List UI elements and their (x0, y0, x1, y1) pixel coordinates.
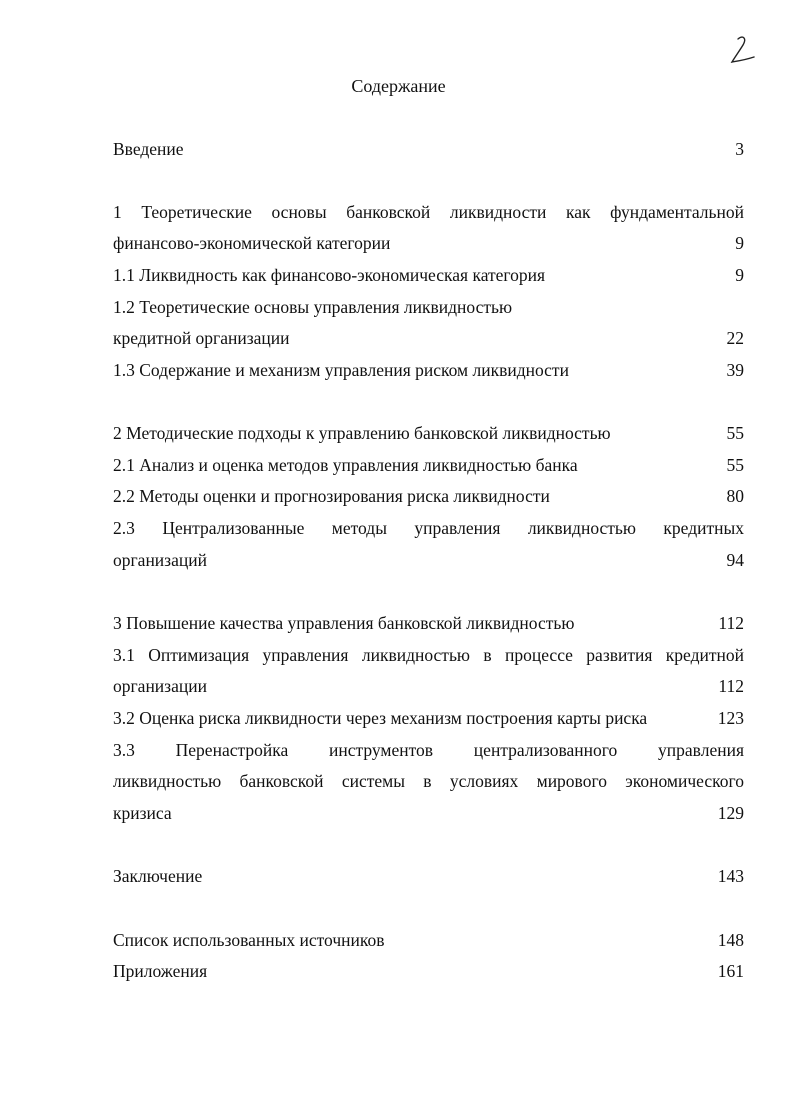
toc-entry-text: Заключение (113, 866, 203, 886)
toc-entry-page: 143 (717, 866, 744, 886)
toc-entry-page: 161 (717, 961, 744, 981)
toc-entry-page: 55 (726, 455, 744, 475)
toc-entry-intro (113, 137, 744, 161)
toc-entry-section-2-2 (113, 484, 744, 508)
toc-entry-page: 112 (718, 613, 744, 633)
toc-entry-text: 2.1 Анализ и оценка методов управления ликвидностью банка (113, 455, 578, 475)
toc-entry-page: 80 (726, 486, 744, 506)
toc-entry-text: 3.2 Оценка риска ликвидности через механизм построения карты риска (113, 708, 648, 728)
toc-entry-text: кризиса (113, 803, 172, 823)
toc-entry-chapter-2 (113, 421, 744, 445)
toc-entry-page: 129 (717, 803, 744, 823)
toc-title: Содержание (351, 76, 446, 96)
toc-entry-section-1-2-line-1: 1.2 Теоретические основы управления ликвидностью (113, 297, 513, 317)
toc-entry-chapter-1-line-1: 1 Теоретические основы банковской ликвидности как фундаментальной (113, 202, 744, 222)
toc-entry-text: 2 Методические подходы к управлению банковской ликвидностью (113, 423, 611, 443)
toc-entry-page: 123 (717, 708, 744, 728)
toc-entry-text: финансово-экономической категории (113, 233, 391, 253)
toc-entry-section-1-3 (113, 358, 744, 382)
toc-entry-section-3-1-line-1: 3.1 Оптимизация управления ликвидностью в процессе развития кредитной (113, 645, 744, 665)
toc-entry-text: организаций (113, 550, 207, 570)
handwritten-page-mark (729, 35, 757, 67)
toc-entry-text: Введение (113, 139, 184, 159)
toc-entry-section-3-3-line-1: 3.3 Перенастройка инструментов централизованного управления (113, 740, 744, 760)
toc-entry-chapter-1 (113, 231, 744, 255)
toc-entry-text: Список использованных источников (113, 930, 385, 950)
toc-entry-section-1-2 (113, 326, 744, 350)
toc-entry-chapter-3 (113, 611, 744, 635)
toc-entry-text: 2.2 Методы оценки и прогнозирования риска ликвидности (113, 486, 550, 506)
toc-entry-page: 94 (726, 550, 744, 570)
toc-entry-page: 55 (726, 423, 744, 443)
toc-entry-section-3-1 (113, 674, 744, 698)
toc-entry-text: кредитной организации (113, 328, 290, 348)
toc-entry-text: 1.1 Ликвидность как финансово-экономическая категория (113, 265, 546, 285)
toc-entry-section-2-3-line-1: 2.3 Централизованные методы управления ликвидностью кредитных (113, 518, 744, 538)
toc-entry-text: Приложения (113, 961, 208, 981)
toc-entry-section-3-2 (113, 706, 744, 730)
toc-entry-section-3-3 (113, 801, 744, 825)
toc-entry-page: 39 (726, 360, 744, 380)
toc-entry-page: 9 (735, 233, 744, 253)
toc-entry-page: 112 (718, 676, 744, 696)
toc-entry-text: организации (113, 676, 207, 696)
toc-entry-text: 3 Повышение качества управления банковской ликвидностью (113, 613, 575, 633)
toc-entry-text: 1.3 Содержание и механизм управления риском ликвидности (113, 360, 569, 380)
toc-entry-page: 22 (726, 328, 744, 348)
toc-entry-appendix (113, 959, 744, 983)
toc-entry-page: 9 (735, 265, 744, 285)
toc-entry-conclusion (113, 864, 744, 888)
toc-entry-page: 148 (717, 930, 744, 950)
toc-entry-page: 3 (735, 139, 744, 159)
toc-entry-section-3-3-line-2: ликвидностью банковской системы в условиях мирового экономического (113, 771, 744, 791)
toc-entry-section-2-1 (113, 453, 744, 477)
toc-entry-section-2-3 (113, 548, 744, 572)
toc-entry-section-1-1 (113, 263, 744, 287)
toc-entry-sources (113, 928, 744, 952)
